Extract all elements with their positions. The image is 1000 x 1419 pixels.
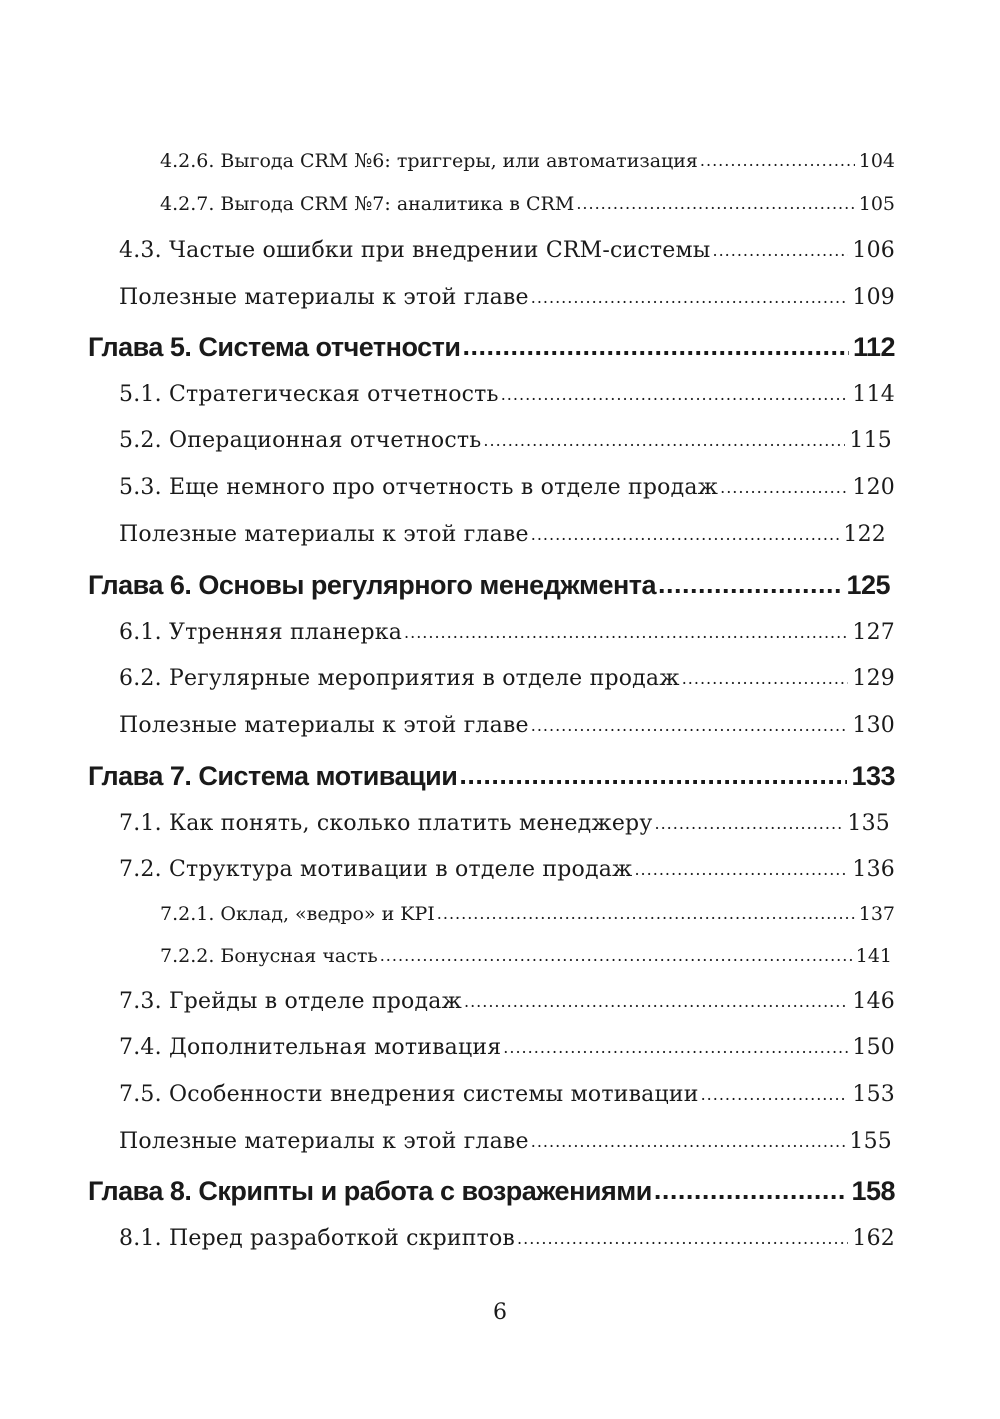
page-number: 6: [493, 1300, 507, 1325]
dot-leader: [531, 1128, 846, 1153]
dot-leader: [576, 192, 854, 214]
toc-entry-page: 135: [847, 811, 890, 836]
toc-entry-7-3: [119, 989, 895, 1014]
toc-entry-page: 122: [843, 522, 886, 547]
toc-entry-6-2: [119, 666, 895, 691]
toc-entry-5-1: [119, 382, 895, 407]
toc-entry-7-4: [119, 1035, 895, 1060]
toc-entry-title: 7.5. Особенности внедрения системы мотивации: [119, 1082, 699, 1107]
toc-entry-title: Полезные материалы к этой главе: [119, 522, 529, 547]
dot-leader: [720, 474, 848, 499]
toc-entry-5-2: [119, 428, 892, 453]
toc-entry-title: Глава 8. Скрипты и работа с возражениями: [88, 1176, 652, 1206]
dot-leader: [531, 712, 849, 737]
toc-entry-page: 109: [852, 285, 895, 310]
toc-entry-page: 105: [858, 193, 895, 215]
toc-entry-page: 133: [851, 761, 895, 791]
toc-entry-page: 125: [846, 570, 890, 600]
toc-entry-title: 6.1. Утренняя планерка: [119, 620, 403, 645]
toc-entry-title: Глава 7. Система мотивации: [88, 761, 458, 791]
toc-entry-ch7-materials: [119, 1129, 892, 1154]
toc-entry-page: 115: [849, 428, 892, 453]
toc-entry-page: 141: [855, 945, 892, 967]
toc-entry-title: Полезные материалы к этой главе: [119, 713, 529, 738]
toc-entry-title: 5.2. Операционная отчетность: [119, 428, 482, 453]
toc-entry-title: 5.1. Стратегическая отчетность: [119, 382, 499, 407]
toc-entry-page: 162: [852, 1226, 895, 1251]
dot-leader: [464, 988, 848, 1013]
toc-entry-title: 7.1. Как понять, сколько платить менеджеру: [119, 811, 653, 836]
toc-entry-title: 4.3. Частые ошибки при внедрении CRM-системы: [119, 238, 711, 263]
toc-entry-4-3: [119, 238, 895, 263]
toc-entry-title: 8.1. Перед разработкой скриптов: [119, 1226, 516, 1251]
dot-leader: [503, 1034, 848, 1059]
toc-entry-7-5: [119, 1082, 895, 1107]
toc-entry-title: Полезные материалы к этой главе: [119, 285, 529, 310]
toc-entry-title: 5.3. Еще немного про отчетность в отделе продаж: [119, 475, 719, 500]
toc-entry-page: 130: [852, 713, 895, 738]
toc-entry-4-2-6: [160, 150, 895, 172]
toc-entry-page: 158: [851, 1176, 895, 1206]
toc-entry-page: 150: [852, 1035, 895, 1060]
toc-entry-title: 7.2.1. Оклад, «ведро» и KPI: [160, 903, 435, 925]
toc-entry-page: 106: [852, 238, 895, 263]
toc-entry-title: 4.2.7. Выгода CRM №7: аналитика в CRM: [160, 193, 575, 215]
toc-entry-title: 7.4. Дополнительная мотивация: [119, 1035, 502, 1060]
dot-leader: [437, 902, 855, 924]
dot-leader: [654, 1175, 848, 1206]
toc-entry-ch6-materials: [119, 713, 895, 738]
toc-entry-title: 7.2.2. Бонусная часть: [160, 945, 378, 967]
dot-leader: [531, 284, 849, 309]
toc-entry-title: 6.2. Регулярные мероприятия в отделе продаж: [119, 666, 680, 691]
toc-entry-7-2-2: [160, 945, 892, 967]
toc-entry-page: 112: [852, 332, 895, 362]
toc-entry-7-2-1: [160, 903, 895, 925]
toc-entry-title: 7.3. Грейды в отделе продаж: [119, 989, 462, 1014]
toc-entry-6-1: [119, 620, 895, 645]
toc-entry-5-3: [119, 475, 895, 500]
dot-leader: [682, 665, 849, 690]
dot-leader: [654, 810, 843, 835]
toc-entry-page: 104: [858, 150, 895, 172]
dot-leader: [501, 381, 849, 406]
toc-entry-page: 120: [852, 475, 895, 500]
toc-chapter-7: [88, 761, 895, 792]
dot-leader: [700, 149, 855, 171]
toc-entry-title: Глава 6. Основы регулярного менеджмента: [88, 570, 657, 600]
dot-leader: [459, 760, 847, 791]
dot-leader: [658, 569, 842, 600]
dot-leader: [713, 237, 849, 262]
toc-entry-page: 153: [852, 1082, 895, 1107]
toc-entry-8-1: [119, 1226, 895, 1251]
dot-leader: [517, 1225, 848, 1250]
toc-entry-title: 4.2.6. Выгода CRM №6: триггеры, или автоматизация: [160, 150, 698, 172]
toc-entry-title: Полезные материалы к этой главе: [119, 1129, 529, 1154]
dot-leader: [462, 331, 849, 362]
toc-chapter-5: [88, 332, 895, 363]
dot-leader: [483, 427, 845, 452]
toc-entry-ch5-materials: [119, 522, 886, 547]
toc-entry-7-2: [119, 857, 895, 882]
dot-leader: [701, 1081, 849, 1106]
toc-entry-title: Глава 5. Система отчетности: [88, 332, 461, 362]
toc-entry-7-1: [119, 811, 890, 836]
toc-entry-page: 146: [852, 989, 895, 1014]
toc-entry-page: 155: [849, 1129, 892, 1154]
toc-chapter-8: [88, 1176, 895, 1207]
toc-entry-page: 129: [852, 666, 895, 691]
toc-entry-page: 136: [852, 857, 895, 882]
dot-leader: [380, 944, 852, 966]
toc-entry-4-2-7: [160, 193, 895, 215]
toc-entry-page: 114: [852, 382, 895, 407]
dot-leader: [404, 619, 848, 644]
toc-entry-page: 127: [852, 620, 895, 645]
toc-entry-page: 137: [858, 903, 895, 925]
dot-leader: [634, 856, 848, 881]
toc-entry-title: 7.2. Структура мотивации в отделе продаж: [119, 857, 633, 882]
toc-entry-ch4-materials: [119, 285, 895, 310]
toc-chapter-6: [88, 570, 890, 601]
dot-leader: [531, 521, 840, 546]
